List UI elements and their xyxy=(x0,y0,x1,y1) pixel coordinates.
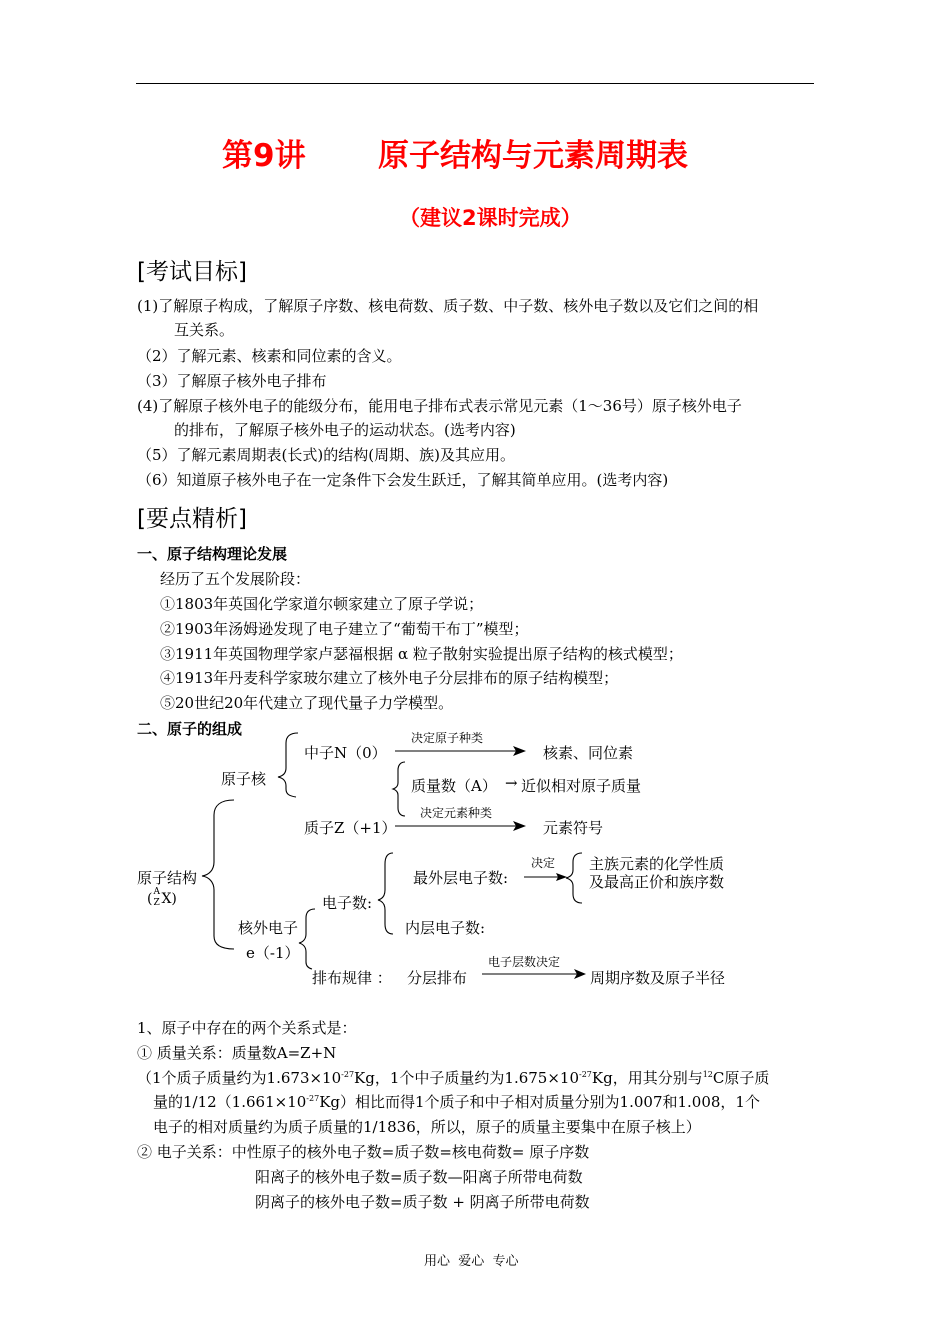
mass-result: 近似相对原子质量 xyxy=(521,777,642,795)
outer-result-2: 及最高正价和族序数 xyxy=(589,873,725,891)
layer-result: 周期序数及原子半径 xyxy=(590,969,726,987)
goal-line: （2）了解元素、核素和同位素的含义。 xyxy=(137,347,402,365)
goal-line: 互关系。 xyxy=(174,321,235,339)
goal-line: (4)了解原子核外电子的能级分布，能用电子排布式表示常见元素（1～36号）原子核外电子 xyxy=(137,397,742,415)
inner-electrons-label: 内层电子数: xyxy=(405,919,486,937)
goal-line: （5）了解元素周期表(长式)的结构(周期、族)及其应用。 xyxy=(137,446,515,464)
page-title: 原子结构与元素周期表 xyxy=(378,138,688,174)
section-1-intro: 经历了五个发展阶段： xyxy=(160,570,311,588)
goals-heading: [考试目标] xyxy=(137,259,247,285)
electron-relation: ② 电子关系：中性原子的核外电子数=质子数=核电荷数= 原子序数 xyxy=(137,1143,590,1161)
nucleus-label: 原子核 xyxy=(221,770,267,788)
goal-line: （3）了解原子核外电子排布 xyxy=(137,372,327,390)
page-footer: 用心 爱心 专心 xyxy=(424,1254,519,1269)
mass-relation: ① 质量关系：质量数A=Z+N xyxy=(137,1044,337,1062)
stage-item: ④1913年丹麦科学家玻尔建立了核外电子分层排布的原子结构模型； xyxy=(160,669,619,687)
proton-result: 元素符号 xyxy=(543,819,604,837)
brace-outer-result xyxy=(566,853,582,903)
mass-number-label: 质量数（A） xyxy=(411,777,497,795)
goal-line: （6）知道原子核外电子在一定条件下会发生跃迁，了解其简单应用。(选考内容) xyxy=(137,471,669,489)
symbol-atomic-number: Z xyxy=(153,898,160,908)
keypoints-heading: [要点精析] xyxy=(137,506,247,532)
goal-line: (1)了解原子构成，了解原子序数、核电荷数、质子数、中子数、核外电子数以及它们之间的相 xyxy=(137,297,759,315)
section-2-title: 二、原子的组成 xyxy=(137,720,243,738)
symbol-mass-number: A xyxy=(153,887,160,897)
outer-result-1: 主族元素的化学性质 xyxy=(589,855,725,873)
neutron-result: 核素、同位素 xyxy=(543,744,634,762)
page-subtitle: （建议2课时完成） xyxy=(399,206,582,230)
atom-structure-label: 原子结构 xyxy=(137,869,198,887)
mass-note-line-1: （1个质子质量约为$1.673\times 10^{-27}Kg$，1个中子质量约为$1.675\times 10^{-27}Kg$，用其分别与$^{12}$C原子质 xyxy=(137,1069,770,1087)
arrangement-rule-label: 排布规律 ： xyxy=(312,969,392,987)
electron-outside-label: 核外电子 xyxy=(238,919,299,937)
brace-electron-count xyxy=(378,853,393,934)
cation-relation: 阳离子的核外电子数=质子数—阳离子所带电荷数 xyxy=(255,1168,583,1186)
stage-item: ①1803年英国化学家道尔顿家建立了原子学说； xyxy=(160,595,484,613)
layer-arrow-label: 电子层数决定 xyxy=(488,955,561,969)
proton-label: 质子Z（+1） xyxy=(304,819,397,837)
relations-heading: 1、原子中存在的两个关系式是： xyxy=(137,1019,357,1037)
electron-charge-label: e（-1） xyxy=(246,944,300,962)
section-1-title: 一、原子结构理论发展 xyxy=(137,545,288,563)
electron-count-label: 电子数: xyxy=(322,894,373,912)
brace-nucleus xyxy=(278,733,298,797)
outer-electrons-label: 最外层电子数: xyxy=(413,869,509,887)
stage-item: ②1903年汤姆逊发现了电子建立了“葡萄干布丁”模型； xyxy=(160,620,529,638)
stage-item: ⑤20世纪20年代建立了现代量子力学模型。 xyxy=(160,694,454,712)
outer-arrow-label: 决定 xyxy=(531,856,556,870)
brace-electron xyxy=(299,909,315,969)
brace-mass xyxy=(393,762,405,816)
layered-label: 分层排布 xyxy=(407,969,468,987)
brace-atom xyxy=(202,800,234,949)
goal-line: 的排布，了解原子核外电子的运动状态。(选考内容) xyxy=(174,421,516,439)
nuclide-symbol: ( A Z X) xyxy=(147,887,177,908)
mass-arrow: → xyxy=(505,774,518,792)
neutron-arrow-label: 决定原子种类 xyxy=(411,731,484,745)
anion-relation: 阴离子的核外电子数=质子数 + 阴离子所带电荷数 xyxy=(255,1193,590,1211)
title-lecture: 第9讲 xyxy=(222,138,306,174)
mass-note-line-2: 量的$1/12(1.661\times 10^{-27}Kg)$相比而得1个质子和中子相对质量分别为1.007和1.008，1个 xyxy=(153,1093,760,1111)
mass-note-line-3: 电子的相对质量约为质子质量的1/1836，所以，原子的质量主要集中在原子核上） xyxy=(153,1118,701,1136)
neutron-label: 中子N（0） xyxy=(304,744,387,762)
proton-arrow-label: 决定元素种类 xyxy=(420,806,493,820)
stage-item: ③1911年英国物理学家卢瑟福根据 α 粒子散射实验提出原子结构的核式模型； xyxy=(160,645,683,663)
